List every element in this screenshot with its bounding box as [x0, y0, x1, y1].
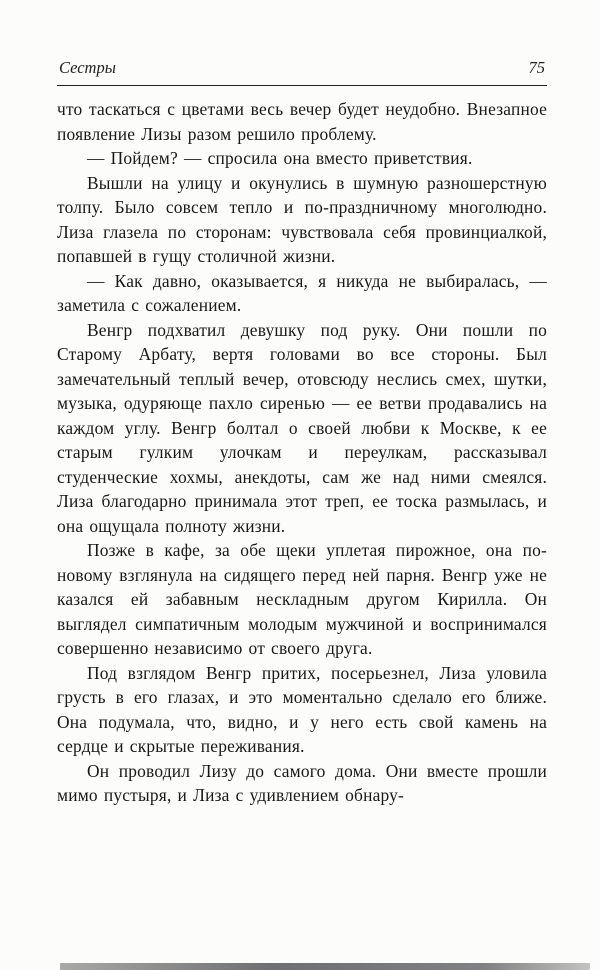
- paragraph: что таскаться с цветами весь вечер будет неудобно. Внезапное появление Лизы разом решило проблему.: [57, 99, 547, 144]
- paragraph: Вышли на улицу и окунулись в шумную разношерстную толпу. Было совсем тепло и по-праздничному многолюдно. Лиза глазела по сторонам: чувствовала себя провинциалкой, попавшей в гущу столичной жизни.: [57, 172, 547, 266]
- paragraph: Позже в кафе, за обе щеки уплетая пирожное, она по-новому взглянула на сидящего перед ней парня. Венгр уже не казался ей забавным нескладным другом Кирилла. Он выглядел симпатичным молодым мужчиной и воспринимался совершенно независимо от своего друга.: [57, 540, 547, 658]
- scan-edge-shadow: [60, 963, 590, 970]
- running-title: Сестры: [59, 58, 116, 77]
- paragraph: — Как давно, оказывается, я никуда не выбиралась, — заметила с сожалением.: [57, 270, 547, 315]
- page-header: [57, 58, 547, 78]
- page-number: 75: [528, 58, 545, 77]
- page-content: [57, 58, 547, 808]
- paragraph: Он проводил Лизу до самого дома. Они вместе прошли мимо пустыря, и Лиза с удивлением обнару-: [57, 760, 547, 805]
- paragraph: Под взглядом Венгр притих, посерьезнел, Лиза уловила грусть в его глазах, и это моментально сделало его ближе. Она подумала, что, видно, и у него есть свой камень на сердце и скрытые переживания.: [57, 662, 547, 756]
- paragraph: — Пойдем? — спросила она вместо приветствия.: [87, 148, 473, 168]
- paragraph: Венгр подхватил девушку под руку. Они пошли по Старому Арбату, вертя головами во все стороны. Был замечательный теплый вечер, отовсюду неслись смех, шутки, музыка, одуряюще пахло сиренью — ее ветви продавались на каждом углу. Венгр болтал о своей любви к Москве, к ее старым гулким улочкам и переулкам, рассказывал студенческие хохмы, анекдоты, сам же над ними смеялся. Лиза благодарно принимала этот треп, ее тоска размылась, и она ощущала полноту жизни.: [57, 319, 547, 536]
- page-body: [57, 97, 547, 808]
- header-rule: [57, 85, 547, 86]
